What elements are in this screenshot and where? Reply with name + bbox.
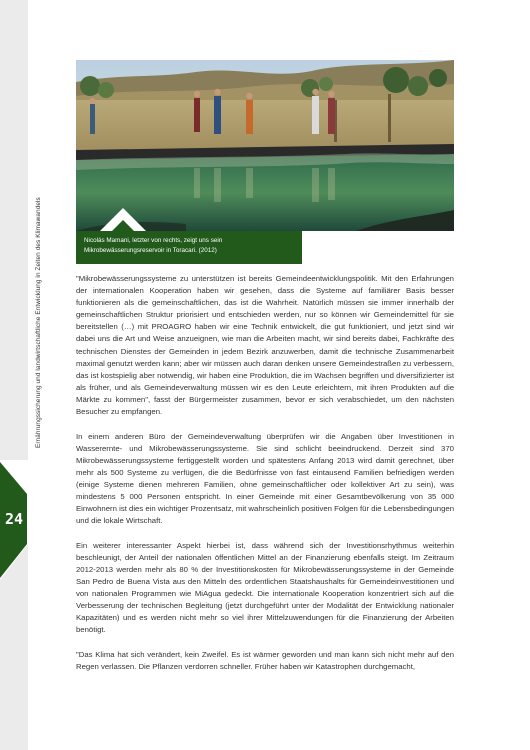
caption-line: Mikrobewässerungsreservoir in Toracari. (2012): [84, 247, 217, 254]
paragraph: In einem anderen Büro der Gemeindeverwaltung überprüfen wir die Angaben über Investitionen in Wasserernte- und Mikrobewässerungssysteme. Sie sind schlicht beeindruckend. Derzeit sind 370 Mikrobewässerungssysteme fertiggestellt worden und spätestens Anfang 2013 wird damit gerechnet, über mehr als 500 Systeme zu verfügen, die die Bedürfnisse von fast eintausend Familien befriedigen werden (einige Systeme dienen mehreren Familien, ohne gemeinschaftlicher oder kollektiver Art zu sein), was mindestens 5 000 Personen entspricht. In einer Gemeinde mit einer Gesamtbevölkerung von 35 000 Einwohnern ist dies ein wichtiger Prozentsatz, mit wahrscheinlich positiven Folgen für die Lebensbedingungen und die lokale Wirtschaft.: [76, 431, 454, 526]
paragraph: Ein weiterer interessanter Aspekt hierbei ist, dass während sich der Investitionsrhythmus weiterhin beschleunigt, der Anteil der nationalen öffentlichen Mittel an der Finanzierung ebenfalls steigt. Im Zeitraum 2012-2013 werden mehr als 80 % der Investitionskosten für Mikrobewässerungssysteme in der Gemeinde San Pedro de Buena Vista aus den Mitteln des ordentlichen Staatshaushalts für Gemeindeinvestitionen und von nationalen Programmen wie MiAgua gedeckt. Die internationale Kooperation konzentriert sich auf die Verbesserung der technischen Begleitung (jetzt durchgeführt unter der Modalität der Entwicklung nationaler Kapazitäten) und es werden nicht mehr so viel ihrer Mittelzuwendungen für die Finanzierung der Arbeiten benötigt.: [76, 540, 454, 635]
photo-caption: [76, 231, 302, 264]
body-text: [76, 273, 454, 685]
paragraph: "Mikrobewässerungssysteme zu unterstützen ist bereits Gemeindeentwicklungspolitik. Mit den Erfahrungen der internationalen Kooperation haben wir gesehen, dass die Systeme auf familiärer Basis besser funktionieren als die gemeinschaftlichen, das ist die Wahrheit. Natürlich müssen sie immer innerhalb der gemeinschaftlichen Struktur priorisiert und entschieden werden, nur so können wir Gemeindemittel für sie bereitstellen (…) mit PROAGRO haben wir eine Technik entwickelt, die gut funktioniert, und jetzt sind wir dabei uns die Art und Weise anzueignen, wie man die Arbeiten macht, wir sind bereits dabei, Fachkräfte des technischen Dienstes der Gemeinden in jedem Bezirk anzuwerben, damit die technische Zusammenarbeit maximal genutzt werden kann; aber wir müssen auch daran denken unsere Gemeindestraßen zu verbessern, das ist kostspielig aber notwendig, wir haben eine Produktion, die im Wachsen begriffen und diversifizierter ist als früher, und als Gemeindeverwaltung müssen wir es den Leute erleichtern, mit ihren Produkten auf die Märkte zu kommen", fasst der Bürgermeister zusammen, bevor er sich verabschiedet, um den nächsten Besucher zu empfangen.: [76, 274, 454, 417]
caption-line: Nicolás Mamani, letzter von rechts, zeigt uns sein: [84, 237, 223, 244]
paragraph: "Das Klima hat sich verändert, kein Zweifel. Es ist wärmer geworden und man kann sich nicht mehr auf den Regen verlassen. Die Pflanzen verdorren schneller. Früher haben wir Katastrophen durchgemacht,: [76, 649, 454, 671]
page-margin-bar: [0, 0, 28, 750]
running-title-text: Ernährungssicherung und landwirtschaftliche Entwicklung in Zeiten des Klimawandels: [35, 197, 42, 448]
reservoir-photo: [76, 60, 454, 231]
page-number: 24: [4, 510, 24, 528]
